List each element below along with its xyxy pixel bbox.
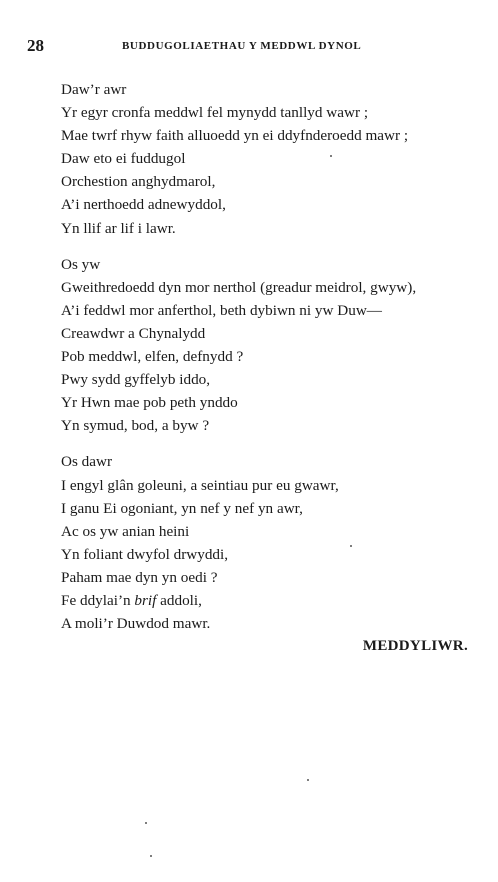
poem-line: Ac os yw anian heini — [61, 522, 190, 540]
poem-line: Yr Hwn mae pob peth ynddo — [61, 394, 238, 412]
print-speck — [330, 155, 332, 157]
poem-line-with-italic — [61, 589, 481, 612]
poem-line: Creawdwr a Chynalydd — [61, 324, 206, 342]
poem-line: Daw eto ei fuddugol — [61, 150, 186, 168]
poem-line: Pob meddwl, elfen, defnydd ? — [61, 348, 244, 366]
poem-line: I ganu Ei ogoniant, yn nef y nef yn awr, — [61, 499, 303, 517]
page-header — [27, 36, 472, 56]
poem-line: Paham mae dyn yn oedi ? — [61, 568, 218, 586]
print-speck — [350, 545, 352, 547]
poem-line: Pwy sydd gyffelyb iddo, — [61, 371, 211, 389]
poem-line: Orchestion anghydmarol, — [61, 173, 216, 191]
poem-line: Mae twrf rhyw faith alluoedd yn ei ddyfnderoedd mawr ; — [61, 127, 409, 145]
italic-word: brif — [134, 591, 157, 609]
poem-line: Daw’r awr — [61, 81, 127, 98]
poem-line: A’i nerthoedd adnewyddol, — [61, 196, 226, 214]
poem-line: Os yw — [61, 255, 101, 273]
poem-line: Yr egyr cronfa meddwl fel mynydd tanllyd wawr ; — [61, 104, 369, 122]
author-signature: MEDDYLIWR. — [362, 638, 468, 654]
print-speck — [145, 822, 147, 824]
poem-line: Yn symud, bod, a byw ? — [61, 417, 210, 435]
print-speck — [150, 855, 152, 857]
page-number: 28 — [27, 36, 44, 55]
poem-line: Os dawr — [61, 453, 113, 471]
poem — [61, 78, 481, 648]
poem-line: Yn llif ar lif i lawr. — [61, 219, 176, 237]
poem-line: A moli’r Duwdod mawr. — [61, 615, 211, 633]
poem-line: Yn foliant dwyfol drwyddi, — [61, 545, 229, 563]
stanza-2 — [61, 253, 481, 438]
line-end: addoli, — [156, 591, 202, 609]
print-speck — [307, 779, 309, 781]
stanza-1 — [61, 78, 481, 240]
poem-line: Gweithredoedd dyn mor nerthol (greadur meidrol, gwyw), — [61, 278, 417, 296]
line-start: Fe ddylai’n — [61, 591, 135, 609]
poem-line: I engyl glân goleuni, a seintiau pur eu gwawr, — [61, 476, 339, 494]
poem-line: A’i feddwl mor anferthol, beth dybiwn ni yw Duw— — [61, 301, 382, 319]
running-title: BUDDUGOLIAETHAU Y MEDDWL DYNOL — [122, 40, 362, 52]
stanza-3 — [61, 450, 481, 635]
